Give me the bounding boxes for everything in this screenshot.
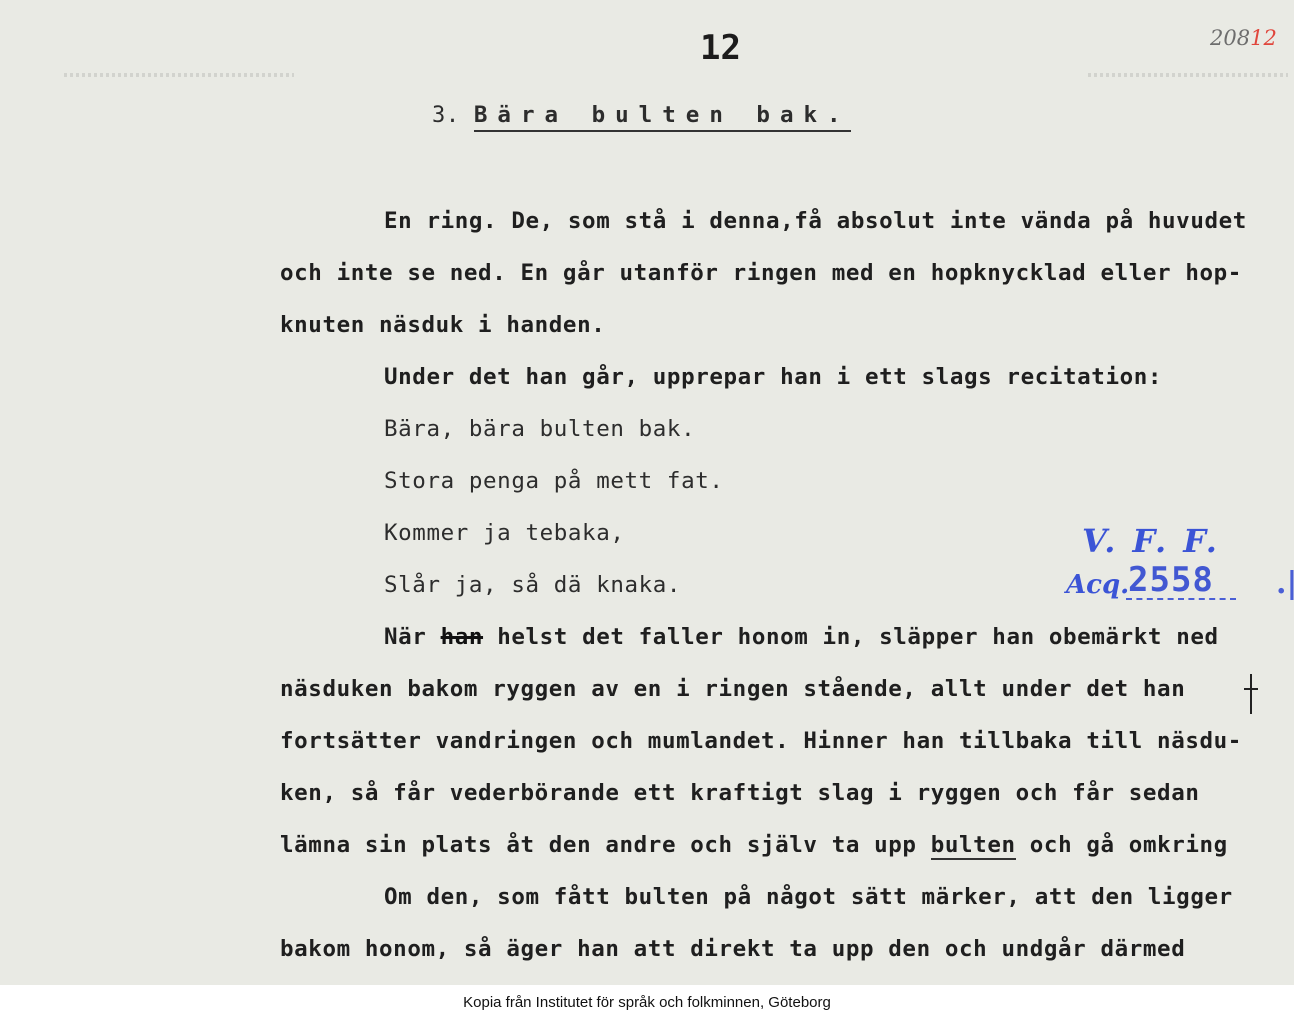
- stamp-acq-label: Acq.: [1066, 570, 1130, 600]
- archive-number-printed: 208: [1210, 26, 1251, 50]
- text-line: En ring. De, som stå i denna,få absolut inte vända på huvudet: [384, 208, 1247, 234]
- faint-top-rule-left: [64, 73, 294, 77]
- text-line: bakom honom, så äger han att direkt ta upp den och undgår därmed: [280, 936, 1186, 962]
- section-number: 3.: [432, 103, 460, 128]
- underlined-word: bulten: [930, 832, 1016, 858]
- text-fragment: helst det faller honom in, släpper han obemärkt ned: [483, 624, 1219, 650]
- text-line: Under det han går, upprepar han i ett slags recitation:: [384, 364, 1163, 390]
- stamp-underline: [1126, 598, 1236, 600]
- stamp-title: V. F. F.: [1082, 522, 1220, 560]
- text-line: knuten näsduk i handen.: [280, 312, 606, 338]
- margin-correction-mark: [1250, 674, 1252, 714]
- section-title-text: Bära bulten bak.: [474, 102, 851, 132]
- verse-line: Stora penga på mett fat.: [384, 468, 724, 494]
- verse-line: Kommer ja tebaka,: [384, 520, 625, 546]
- text-line: [384, 624, 1219, 650]
- page-number: 12: [700, 28, 741, 68]
- stamp-tail-mark: .|: [1276, 566, 1297, 601]
- text-line: och inte se ned. En går utanför ringen med en hopknycklad eller hop-: [280, 260, 1242, 286]
- text-fragment: lämna sin plats åt den andre och själv ta upp: [280, 832, 931, 858]
- stamp-acquisition-number: 2558: [1128, 560, 1214, 600]
- section-title: [432, 102, 851, 128]
- text-line: ken, så får vederbörande ett kraftigt slag i ryggen och får sedan: [280, 780, 1200, 806]
- text-line: fortsätter vandringen och mumlandet. Hinner han tillbaka till näsdu-: [280, 728, 1242, 754]
- text-line: näsduken bakom ryggen av en i ringen stående, allt under det han: [280, 676, 1186, 702]
- struck-word: han: [440, 624, 484, 650]
- footer-caption: Kopia från Institutet för språk och folkminnen, Göteborg: [463, 994, 831, 1011]
- text-fragment: och gå omkring: [1015, 832, 1228, 858]
- archive-number-red: 12: [1250, 26, 1277, 50]
- verse-line: Slår ja, så dä knaka.: [384, 572, 682, 598]
- text-fragment: När: [384, 624, 441, 650]
- verse-line: Bära, bära bulten bak.: [384, 416, 696, 442]
- margin-correction-mark: [1244, 688, 1258, 690]
- text-line: Om den, som fått bulten på något sätt märker, att den ligger: [384, 884, 1233, 910]
- archive-number: [1210, 26, 1277, 50]
- text-line: [280, 832, 1228, 858]
- faint-top-rule-right: [1088, 73, 1288, 77]
